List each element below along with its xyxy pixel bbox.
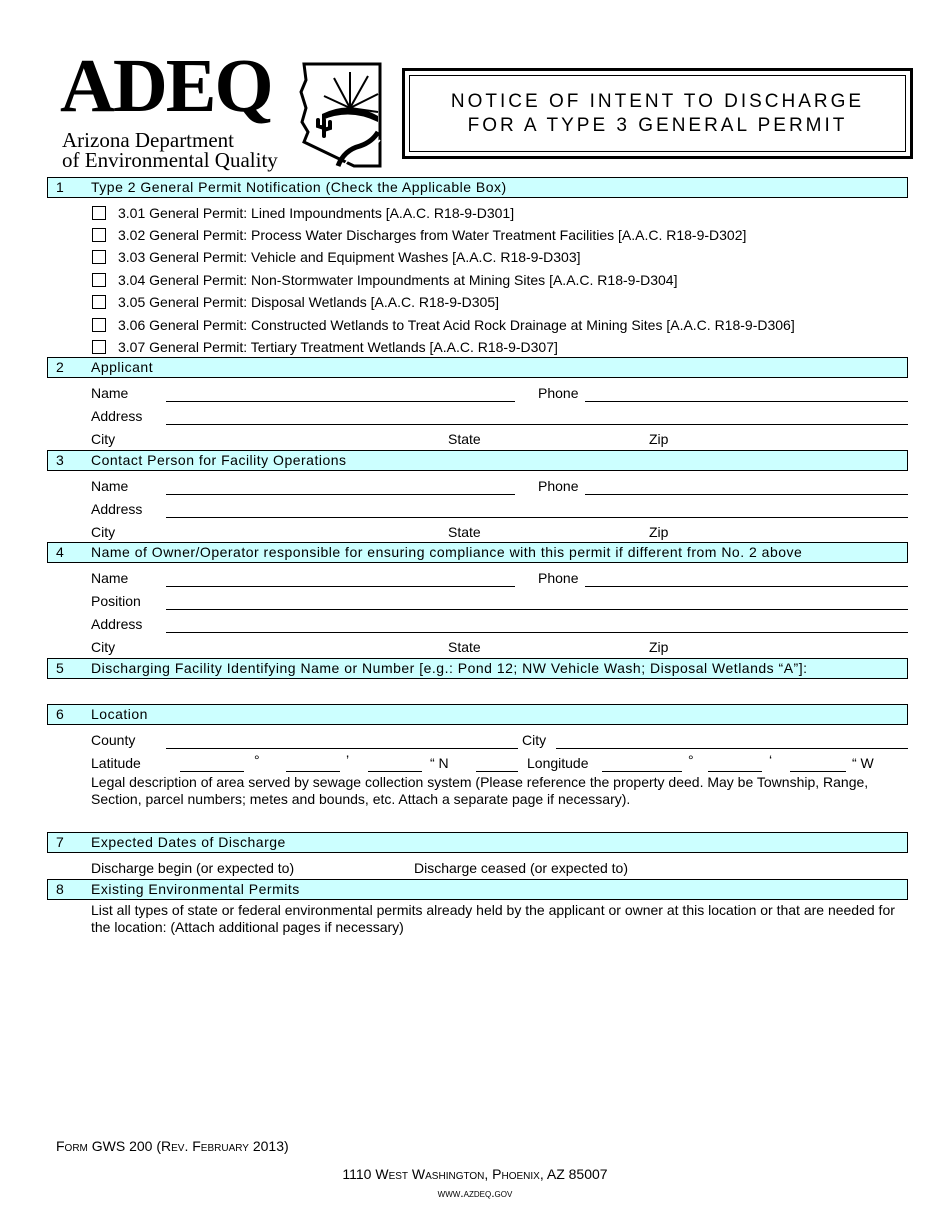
degree-symbol: ° <box>688 752 694 768</box>
minute-symbol: ’ <box>346 752 350 768</box>
legal-description-instructions: Legal description of area served by sewage collection system (Please reference the property deed. May be Township, Range, Section, parcel numbers; metes and bounds, etc. Attach a separate page if necessary). <box>91 774 869 807</box>
permit-checkbox-302[interactable] <box>92 228 106 242</box>
section-1-header <box>47 177 908 198</box>
longitude-minutes-field[interactable] <box>708 771 762 772</box>
contact-city-label: City <box>91 524 116 540</box>
permit-checkbox-303[interactable] <box>92 250 106 264</box>
section-title: Name of Owner/Operator responsible for ensuring compliance with this permit if different from No. 2 above <box>91 544 803 560</box>
latitude-degrees-field[interactable] <box>180 771 244 772</box>
permit-option-303: 3.03 General Permit: Vehicle and Equipment Washes [A.A.C. R18-9-D303] <box>118 249 581 265</box>
owner-address-label: Address <box>91 616 143 632</box>
discharge-begin-label: Discharge begin (or expected to) <box>91 860 295 876</box>
latitude-direction-field[interactable] <box>476 771 518 772</box>
section-title: Discharging Facility Identifying Name or Number [e.g.: Pond 12; NW Vehicle Wash; Disposal Wetlands “A”]: <box>91 660 808 676</box>
owner-position-label: Position <box>91 593 141 609</box>
permit-checkbox-306[interactable] <box>92 318 106 332</box>
section-number: 7 <box>56 834 64 850</box>
applicant-address-field[interactable] <box>166 424 908 425</box>
latitude-seconds-field[interactable] <box>368 771 422 772</box>
owner-zip-label: Zip <box>649 639 669 655</box>
applicant-phone-label: Phone <box>538 385 579 401</box>
north-label: “ N <box>430 755 449 771</box>
section-4-header <box>47 542 908 563</box>
contact-phone-field[interactable] <box>585 494 908 495</box>
section-number: 4 <box>56 544 64 560</box>
permit-option-307: 3.07 General Permit: Tertiary Treatment Wetlands [A.A.C. R18-9-D307] <box>118 339 558 355</box>
applicant-address-label: Address <box>91 408 143 424</box>
applicant-city-label: City <box>91 431 116 447</box>
form-title-line1: NOTICE OF INTENT TO DISCHARGE <box>450 90 865 112</box>
section-title: Location <box>91 706 148 722</box>
applicant-name-field[interactable] <box>166 401 515 402</box>
west-label: “ W <box>852 755 874 771</box>
applicant-phone-field[interactable] <box>585 401 908 402</box>
agency-logo: ADEQ <box>60 44 272 128</box>
owner-phone-field[interactable] <box>585 586 908 587</box>
location-city-label: City <box>522 732 547 748</box>
degree-symbol: ° <box>254 752 260 768</box>
contact-address-field[interactable] <box>166 517 908 518</box>
contact-state-label: State <box>448 524 481 540</box>
contact-phone-label: Phone <box>538 478 579 494</box>
section-number: 6 <box>56 706 64 722</box>
owner-state-label: State <box>448 639 481 655</box>
contact-name-label: Name <box>91 478 129 494</box>
county-field[interactable] <box>166 748 518 749</box>
form-title-line2: FOR A TYPE 3 GENERAL PERMIT <box>467 114 848 136</box>
applicant-zip-label: Zip <box>649 431 669 447</box>
permit-checkbox-307[interactable] <box>92 340 106 354</box>
longitude-label: Longitude <box>527 755 589 771</box>
section-title: Contact Person for Facility Operations <box>91 452 347 468</box>
section-title: Expected Dates of Discharge <box>91 834 286 850</box>
section-number: 8 <box>56 881 64 897</box>
footer-website: www.azdeq.gov <box>437 1186 513 1200</box>
section-title: Applicant <box>91 359 154 375</box>
contact-address-label: Address <box>91 501 143 517</box>
footer-address: 1110 West Washington, Phoenix, AZ 85007 <box>342 1166 608 1182</box>
location-city-field[interactable] <box>556 748 908 749</box>
owner-city-label: City <box>91 639 116 655</box>
existing-permits-instructions: List all types of state or federal environmental permits already held by the applicant or owner at this location or that are needed for the location: (Attach additional pages if necessary) <box>91 902 895 935</box>
section-2-header <box>47 357 908 378</box>
permit-option-305: 3.05 General Permit: Disposal Wetlands [A.A.C. R18-9-D305] <box>118 294 500 310</box>
applicant-name-label: Name <box>91 385 129 401</box>
section-5-header[interactable] <box>47 658 908 679</box>
contact-name-field[interactable] <box>166 494 515 495</box>
contact-zip-label: Zip <box>649 524 669 540</box>
longitude-seconds-field[interactable] <box>790 771 846 772</box>
permit-option-304: 3.04 General Permit: Non-Stormwater Impoundments at Mining Sites [A.A.C. R18-9-D304] <box>118 272 678 288</box>
section-number: 5 <box>56 660 64 676</box>
longitude-degrees-field[interactable] <box>602 771 682 772</box>
permit-checkbox-305[interactable] <box>92 295 106 309</box>
section-3-header <box>47 450 908 471</box>
minute-symbol: ‘ <box>769 752 773 768</box>
section-number: 2 <box>56 359 64 375</box>
form-id: Form GWS 200 (Rev. February 2013) <box>56 1138 289 1154</box>
section-title: Type 2 General Permit Notification (Check the Applicable Box) <box>91 179 507 195</box>
permit-option-302: 3.02 General Permit: Process Water Discharges from Water Treatment Facilities [A.A.C. R18-9-D302] <box>118 227 747 243</box>
form-title-box <box>402 68 913 159</box>
owner-address-field[interactable] <box>166 632 908 633</box>
permit-option-306: 3.06 General Permit: Constructed Wetlands to Treat Acid Rock Drainage at Mining Sites [A.A.C. R18-9-D306] <box>118 317 795 333</box>
permit-option-301: 3.01 General Permit: Lined Impoundments [A.A.C. R18-9-D301] <box>118 205 515 221</box>
section-8-header <box>47 879 908 900</box>
section-7-header <box>47 832 908 853</box>
permit-checkbox-301[interactable] <box>92 206 106 220</box>
section-6-header <box>47 704 908 725</box>
latitude-label: Latitude <box>91 755 141 771</box>
discharge-ceased-label: Discharge ceased (or expected to) <box>414 860 628 876</box>
agency-name-line2: of Environmental Quality <box>62 148 278 172</box>
permit-checkbox-304[interactable] <box>92 273 106 287</box>
applicant-state-label: State <box>448 431 481 447</box>
section-number: 1 <box>56 179 64 195</box>
owner-phone-label: Phone <box>538 570 579 586</box>
section-number: 3 <box>56 452 64 468</box>
agency-name-line1: Arizona Department <box>62 128 235 152</box>
latitude-minutes-field[interactable] <box>286 771 340 772</box>
owner-name-field[interactable] <box>166 586 515 587</box>
owner-position-field[interactable] <box>166 609 908 610</box>
section-title: Existing Environmental Permits <box>91 881 300 897</box>
owner-name-label: Name <box>91 570 129 586</box>
arizona-state-icon <box>298 62 384 170</box>
county-label: County <box>91 732 136 748</box>
